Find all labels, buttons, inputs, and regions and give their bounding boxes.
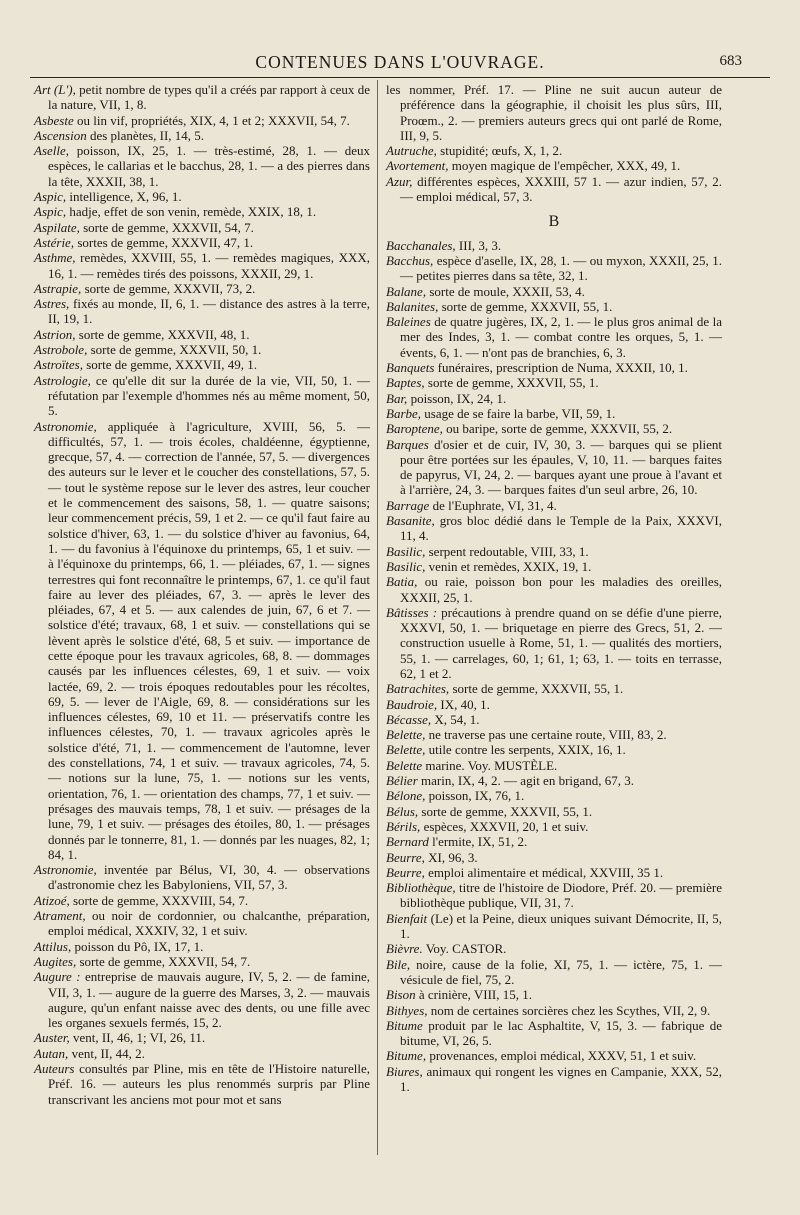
- entry-term: Aspilate,: [34, 219, 80, 235]
- entry-text: poisson, IX, 25, 1. — très-estimé, 28, 1. — deux espèces, le callarias et le bacchus, 28, 1. — a des pierres dans la tête, XXXII, 38, 1.: [48, 143, 370, 189]
- index-entry: [386, 865, 722, 880]
- index-entry: [34, 250, 370, 281]
- entry-text: titre de l'histoire de Diodore, Préf. 20. — première bibliothèque publique, VII, 31, 7.: [400, 880, 722, 911]
- entry-text: espèce d'aselle, IX, 28, 1. — ou myxon, XXXII, 25, 1. — petites pierres dans sa tête, 32, 1.: [400, 252, 722, 284]
- index-entry: [34, 419, 370, 863]
- entry-text: ou noir de cordonnier, ou chalcanthe, préparation, emploi médical, XXXIV, 32, 1 et suiv.: [48, 908, 370, 939]
- right-column: [386, 82, 722, 1094]
- entry-text: précautions à prendre quand on se défie d'une pierre, XXXVI, 50, 1. — briquetage en pierre des Grecs, 51, 2. — construction usuelle à Rome, 51, 1. — qualités des mortiers, 55, 1. — carrelages, 60, 1; 61, 1; 63, 1. — toits en terrasse, 62, 1 et 2.: [400, 604, 722, 681]
- entry-text: III, 3, 3.: [455, 237, 502, 253]
- entry-text: sorte de gemme, XXXVII, 55, 1.: [418, 803, 593, 819]
- index-entry: [386, 314, 722, 360]
- left-column: [34, 82, 370, 1107]
- entry-text: vent, II, 46, 1; VI, 26, 11.: [69, 1030, 206, 1046]
- entry-text: poisson, IX, 24, 1.: [407, 390, 507, 406]
- entry-text: produit par le lac Asphaltite, V, 15, 3. — fabrique de bitume, VI, 26, 5.: [400, 1017, 722, 1049]
- index-entry: [386, 284, 722, 299]
- running-title: CONTENUES DANS L'OUVRAGE.: [255, 52, 545, 72]
- entry-term: Astronomie,: [34, 862, 97, 878]
- index-entry: [386, 299, 722, 314]
- index-entry: [386, 804, 722, 819]
- index-entry: [34, 281, 370, 296]
- entry-text: ou raie, poisson bon pour les maladies des oreilles, XXXII, 25, 1.: [400, 574, 722, 605]
- index-entry: [386, 834, 722, 849]
- entry-term: Atrament,: [34, 908, 86, 924]
- index-entry: [386, 1048, 722, 1063]
- entry-term: Aspic,: [34, 204, 67, 220]
- entry-text: sorte de moule, XXXII, 53, 4.: [426, 283, 585, 299]
- entry-text: d'osier et de cuir, IV, 30, 3. — barques qui se plient pour être portées sur les épaules, V, 10, 11. — barques faites de papyrus, VI, 24, 2. — barques ayant une proue à l'avant et à l'arrière, 24, 3. — barques faites d'un seul arbre, 26, 10.: [400, 436, 722, 498]
- entry-text: intelligence, X, 96, 1.: [66, 189, 182, 205]
- index-entry: [34, 862, 370, 893]
- index-entry: [386, 957, 722, 988]
- entry-text: inventée par Bélus, VI, 30, 4. — observations d'astronomie chez les Babyloniens, VII, 57, 3.: [48, 862, 370, 893]
- entry-term: Balanites,: [386, 298, 439, 314]
- entry-text: petit nombre de types qu'il a créés par rapport à ceux de la nature, VII, 1, 8.: [48, 82, 371, 113]
- entry-text: entreprise de mauvais augure, IV, 5, 2. — de famine, VII, 3, 1. — augure de la guerre des Marses, 3, 2. — mauvais augure, qu'un enfant naisse avec des dents, ou une fille avec les organes sexuels fermés, 15, 2.: [48, 969, 370, 1031]
- index-entry: [386, 253, 722, 284]
- entry-term: Barbe,: [386, 405, 422, 421]
- entry-term: Balane,: [386, 283, 427, 299]
- entry-text: sorte de gemme, XXXVII, 50, 1.: [87, 342, 262, 358]
- index-entry: [386, 1064, 722, 1095]
- index-entry: [386, 513, 722, 544]
- entry-term: Belette,: [386, 742, 426, 758]
- entry-term: Bacchanales,: [386, 237, 456, 253]
- index-entry: [34, 342, 370, 357]
- entry-term: Bacchus,: [386, 252, 434, 268]
- entry-text: ou baripe, sorte de gemme, XXXVII, 55, 2.: [442, 421, 673, 437]
- index-entry: [386, 742, 722, 757]
- entry-term: Baroptene,: [386, 421, 443, 437]
- entry-text: poisson, IX, 76, 1.: [425, 788, 525, 804]
- index-entry: [386, 391, 722, 406]
- entry-term: Asthme,: [34, 250, 76, 266]
- entry-text: IX, 40, 1.: [437, 696, 490, 712]
- entry-term: Astrapie,: [34, 280, 82, 296]
- index-entry: [386, 758, 722, 773]
- index-entry: [386, 158, 722, 173]
- index-entry: [34, 1030, 370, 1045]
- entry-term: Astrobole,: [34, 342, 88, 358]
- index-entry: [386, 574, 722, 605]
- entry-text: sorte de gemme, XXXVIII, 54, 7.: [69, 892, 249, 908]
- entry-text: sorte de gemme, XXXVII, 73, 2.: [81, 280, 256, 296]
- entry-text: marin, IX, 4, 2. — agit en brigand, 67, 3.: [417, 773, 635, 789]
- entry-text: noire, cause de la folie, XI, 75, 1. — ictère, 75, 1. — vésicule de fiel, 75, 2.: [400, 956, 722, 987]
- entry-term: Augites,: [34, 953, 77, 969]
- entry-term: Art (L'),: [34, 82, 76, 97]
- index-entry: [386, 727, 722, 742]
- entry-term: Bithyes,: [386, 1002, 428, 1018]
- entry-term: Bison: [386, 987, 416, 1003]
- entry-term: Bérils,: [386, 818, 421, 834]
- page-number: 683: [719, 53, 742, 69]
- entry-text: funéraires, prescription de Numa, XXXII, 10, 1.: [434, 360, 688, 376]
- entry-term: Asbeste: [34, 112, 74, 128]
- index-entry: [386, 773, 722, 788]
- entry-term: Bélier: [386, 773, 418, 789]
- right-entries-b: [386, 238, 722, 1095]
- entry-text: stupidité; œufs, X, 1, 2.: [436, 143, 563, 159]
- entry-term: Astrion,: [34, 326, 76, 342]
- index-entry: [34, 82, 370, 113]
- entry-term: Bièvre.: [386, 941, 423, 957]
- index-entry: [386, 406, 722, 421]
- page-header: [0, 52, 800, 78]
- entry-text: animaux qui rongent les vignes en Campanie, XXX, 52, 1.: [400, 1063, 722, 1094]
- entry-term: Bile,: [386, 956, 411, 972]
- entry-text: consultés par Pline, mis en tête de l'Histoire naturelle, Préf. 16. — auteurs les plus renommés surpris par Pline transcrivant les anciens mot pour mot et sans: [48, 1061, 370, 1107]
- entry-term: Astrologie,: [34, 372, 91, 388]
- index-entry: [34, 1061, 370, 1107]
- index-entry: [386, 788, 722, 803]
- entry-term: Ascension: [34, 127, 87, 143]
- entry-term: Auster,: [34, 1030, 70, 1046]
- entry-term: Astroïtes,: [34, 357, 83, 373]
- entry-term: Baptes,: [386, 375, 425, 391]
- entry-text: sorte de gemme, XXXVII, 54, 7.: [79, 219, 254, 235]
- entry-text: de quatre jugères, IX, 2, 1. — le plus gros animal de la mer des Indes, 3, 1. — combat contre les orques, 5, 1. — évents, 6, 1. — n'ont pas de branchies, 6, 3.: [400, 314, 722, 360]
- index-entry: [386, 681, 722, 696]
- entry-text: poisson du Pô, IX, 17, 1.: [71, 938, 204, 954]
- index-entry: [386, 911, 722, 942]
- index-entry: [34, 357, 370, 372]
- entry-term: Basilic,: [386, 543, 426, 559]
- entry-text: sorte de gemme, XXXVII, 55, 1.: [449, 681, 624, 697]
- entry-text: appliquée à l'agriculture, XVIII, 56, 5. — difficultés, 57, 1. — trois écoles, chaldéenne, égyptienne, grecque, 57, 4. — correction de l'année, 57, 5. — divergences des auteurs sur le lever et le coucher des constellations, 57, 5. — tout le système repose sur le lever des astres, leur coucher et le commencement des saisons, 58, 1. — quatre saisons; leur commencement précis, 59, 1 et 2. — ce qu'il faut faire au solstice d'hiver, 63, 1. — du solstice d'hiver au favonius, 64, 1. — du favonius à l'équinoxe du printemps, 65, 1 et suiv. — à l'équinoxe du printemps, 66, 1. — pléiades, 67, 1. — signes terrestres qui font reconnaître le printemps, 67, 1. ce qu'il faut faire au lever des pléiades, 67, 3. — après le lever des pléiades, 67, 4 et 5. — aux calendes de juin, 67, 6 et 7. — solstice d'été; travaux, 68, 1 et suiv. — constellations qui se lèvent après le solstice d'été, 68, 5 et suiv. — importance de cette époque pour les travaux agricoles, 68, 8. — dommages causés par les influences célestes, 69, 1 et suiv. — voix lactée, 69, 2. — trois époques redoutables pour les récoltes, 69, 5. — lever de l'Aigle, 69, 8. — considérations sur les influences célestes, 69, 10 et 11. — préservatifs contre les influences célestes, 70, 1. — travaux agricoles après le solstice d'été, 71, 1. — commencement de l'automne, lever des constellations, 74, 1 et suiv. — travaux agricoles, 74, 5. — notions sur la lune, 75, 1. — notions sur les vents, orientation, 76, 1. — orientation des champs, 77, 1 et suiv. — présages des mauvais temps, 78, 1 et suiv. — présages de la lune, 79, 1 et suiv. — présages des étoiles, 80, 1. — présages donnés par le tonnerre, 81, 1. — donnés par les nuages, 82, 1; 84, 1.: [48, 418, 370, 862]
- entry-term: Bienfait: [386, 910, 428, 926]
- index-entry: [386, 559, 722, 574]
- entry-text: à crinière, VIII, 15, 1.: [415, 987, 532, 1003]
- entry-text: sorte de gemme, XXXVII, 55, 1.: [424, 375, 599, 391]
- entry-text: marine. Voy. MUSTÈLE.: [422, 757, 558, 773]
- entry-text: des planètes, II, 14, 5.: [86, 127, 205, 143]
- entry-text: X, 54, 1.: [431, 711, 480, 727]
- index-entry: [34, 220, 370, 235]
- index-entry: [386, 850, 722, 865]
- entry-term: Auteurs: [34, 1061, 75, 1076]
- entry-text: emploi alimentaire et médical, XXVIII, 35 1.: [424, 864, 664, 880]
- header-rule: [30, 77, 770, 78]
- entry-text: Voy. CASTOR.: [422, 941, 507, 957]
- index-entry: [386, 143, 722, 158]
- entry-text: provenances, emploi médical, XXXV, 51, 1 et suiv.: [426, 1048, 697, 1064]
- index-entry: [34, 296, 370, 327]
- entry-text: ce qu'elle dit sur la durée de la vie, VII, 50, 1. — réfutation par l'exemple d'hommes nés au même moment, 50, 5.: [48, 372, 370, 419]
- entry-text: ne traverse pas une certaine route, VIII, 83, 2.: [425, 727, 667, 743]
- entry-text: espèces, XXXVII, 20, 1 et suiv.: [420, 818, 589, 834]
- entry-text: (Le) et la Peine, dieux uniques suivant Démocrite, II, 5, 1.: [400, 910, 722, 942]
- entry-text: gros bloc dédié dans le Temple de la Paix, XXXVI, 11, 4.: [400, 513, 722, 544]
- section-letter-b: B: [548, 213, 560, 231]
- index-entry: [34, 908, 370, 939]
- entry-term: Autruche,: [386, 143, 437, 159]
- index-entry: [386, 941, 722, 956]
- index-entry: [34, 143, 370, 189]
- index-entry: [34, 327, 370, 342]
- entry-text: serpent redoutable, VIII, 33, 1.: [425, 543, 589, 559]
- entry-term: Avortement,: [386, 158, 449, 174]
- entry-text: sorte de gemme, XXXVII, 54, 7.: [76, 953, 251, 969]
- entry-text: fixés au monde, II, 6, 1. — distance des astres à la terre, II, 19, 1.: [48, 296, 370, 327]
- entry-text: utile contre les serpents, XXIX, 16, 1.: [425, 742, 626, 758]
- index-entry: [386, 1003, 722, 1018]
- index-entry: [386, 421, 722, 436]
- entry-term: Bernard: [386, 834, 429, 850]
- entry-term: Bitume,: [386, 1048, 427, 1064]
- entry-term: Attilus,: [34, 938, 72, 954]
- entry-text: les nommer, Préf. 17. — Pline ne suit aucun auteur de préférence dans la géographie, il choisit les plus sûrs, III, Proœm., 2. — premiers auteurs grecs qui ont parlé de Rome, III, 9, 5.: [386, 82, 722, 143]
- index-entry: [386, 987, 722, 1002]
- index-entry: [386, 174, 722, 205]
- entry-term: Batia,: [386, 574, 418, 590]
- entry-term: Bibliothèque,: [386, 880, 456, 896]
- entry-text: sorte de gemme, XXXVII, 49, 1.: [83, 357, 258, 373]
- index-entry: [34, 235, 370, 250]
- entry-text: moyen magique de l'empêcher, XXX, 49, 1.: [448, 158, 681, 174]
- entry-term: Biures,: [386, 1063, 423, 1079]
- index-entry: [34, 189, 370, 204]
- index-entry: [34, 893, 370, 908]
- index-entry: [34, 954, 370, 969]
- entry-term: Baudroie,: [386, 696, 438, 712]
- entry-term: Basilic,: [386, 558, 426, 574]
- index-entry: [386, 880, 722, 911]
- index-entry: [34, 373, 370, 419]
- entry-text: remèdes, XXVIII, 55, 1. — remèdes magiques, XXX, 16, 1. — remèdes tirés des poissons, XXXII, 29, 1.: [48, 250, 370, 281]
- entry-term: Baleines: [386, 314, 431, 330]
- entry-text: usage de se faire la barbe, VII, 59, 1.: [421, 405, 616, 421]
- entry-text: nom de certaines sorcières chez les Scythes, VII, 2, 9.: [427, 1002, 711, 1018]
- entry-term: Batrachites,: [386, 681, 450, 697]
- index-entry: [34, 969, 370, 1030]
- index-entry: [386, 498, 722, 513]
- entry-term: Azur,: [386, 173, 413, 189]
- entry-term: Bar,: [386, 390, 408, 406]
- entry-term: Belette: [386, 757, 423, 773]
- entry-term: Astérie,: [34, 234, 75, 250]
- index-entry: [34, 128, 370, 143]
- entry-term: Barrage: [386, 497, 430, 513]
- entry-text: vent, II, 44, 2.: [68, 1045, 145, 1061]
- entry-term: Aselle,: [34, 143, 70, 159]
- entry-text: sorte de gemme, XXXVII, 55, 1.: [438, 298, 613, 314]
- entry-term: Bélus,: [386, 803, 419, 819]
- entry-term: Beurre,: [386, 864, 425, 880]
- entry-term: Bitume: [386, 1017, 423, 1033]
- entry-text: différentes espèces, XXXIII, 57 1. — azur indien, 57, 2. — emploi médical, 57, 3.: [400, 173, 722, 205]
- entry-term: Banquets: [386, 360, 435, 376]
- index-entry: [386, 697, 722, 712]
- index-entry: [34, 1046, 370, 1061]
- entry-text: XI, 96, 3.: [424, 849, 478, 865]
- entry-text: l'ermite, IX, 51, 2.: [428, 834, 528, 850]
- index-entry: [386, 1018, 722, 1049]
- index-entry: [386, 819, 722, 834]
- entry-term: Augure :: [34, 969, 81, 985]
- entry-term: Aspic,: [34, 189, 67, 205]
- entry-text: de l'Euphrate, VI, 31, 4.: [429, 497, 557, 513]
- entry-text: ou lin vif, propriétés, XIX, 4, 1 et 2; XXXVII, 54, 7.: [73, 112, 350, 128]
- index-entry: [386, 437, 722, 498]
- entry-text: venin et remèdes, XXIX, 19, 1.: [425, 558, 592, 574]
- entry-term: Autan,: [34, 1045, 69, 1061]
- index-entry: [386, 544, 722, 559]
- index-entry: [386, 82, 722, 143]
- entry-term: Astronomie,: [34, 418, 97, 434]
- entry-term: Beurre,: [386, 849, 425, 865]
- index-entry: [34, 113, 370, 128]
- entry-term: Atizoé,: [34, 892, 70, 908]
- index-entry: [386, 375, 722, 390]
- entry-term: Bécasse,: [386, 711, 432, 727]
- entry-term: Belette,: [386, 727, 426, 743]
- entry-term: Astres,: [34, 296, 70, 312]
- entry-text: sorte de gemme, XXXVII, 48, 1.: [75, 326, 250, 342]
- index-entry: [34, 204, 370, 219]
- entry-term: Basanite,: [386, 513, 435, 529]
- right-entries-a: [386, 82, 722, 204]
- entry-term: Barques: [386, 436, 429, 452]
- entry-term: Bélone,: [386, 788, 426, 804]
- index-entry: [386, 712, 722, 727]
- index-entry: [386, 360, 722, 375]
- index-entry: [386, 605, 722, 681]
- entry-text: sortes de gemme, XXXVII, 47, 1.: [74, 234, 254, 250]
- entry-text: hadje, effet de son venin, remède, XXIX, 18, 1.: [66, 204, 317, 220]
- index-entry: [386, 238, 722, 253]
- entry-term: Bâtisses :: [386, 604, 438, 620]
- column-divider: [377, 80, 378, 1155]
- index-entry: [34, 939, 370, 954]
